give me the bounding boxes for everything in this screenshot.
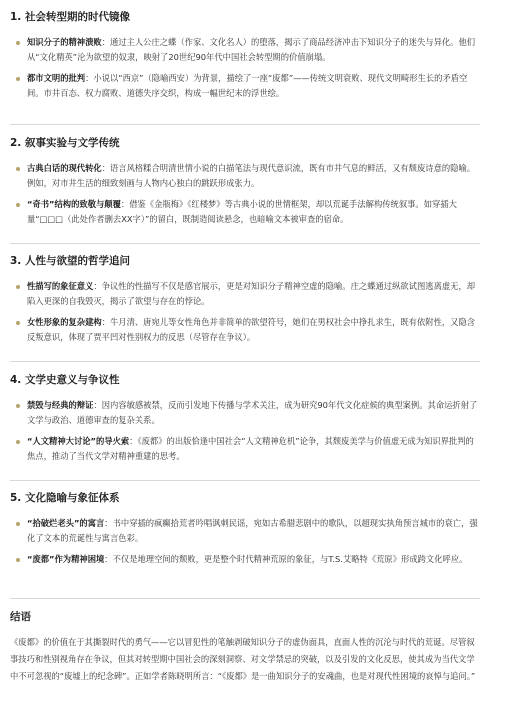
bullet-list — [10, 161, 480, 227]
bullet-icon — [16, 203, 20, 207]
item-title: 女性形象的复杂建构 — [27, 317, 102, 327]
conclusion-title: 结语 — [10, 611, 31, 623]
item-text: ：通过主人公庄之蝶（作家、文化名人）的堕落，揭示了商品经济冲击下知识分子的迷失与异化。他们从“文化精英”沦为欲望的奴隶，映射了20世纪90年代中国社会转型期的价值崩塌。 — [27, 37, 476, 62]
list-item — [10, 552, 480, 567]
section-divider — [10, 598, 480, 599]
conclusion-text: 《废都》的价值在于其撕裂时代的勇气——它以冒犯性的笔触剥破知识分子的虚伪面具，直面人性的沉沦与时代的荒诞。尽管叙事技巧和性别视角存在争议，但其对转型期中国社会的深刻洞察、对文学禁忌的突破，以及引发的文化反思，使其成为当代文学中不可忽视的“废墟上的纪念碑”。正如学者陈晓明所言：“《废都》是一曲知识分子的安魂曲，也是对现代性困境的哀悼与追问。” — [10, 637, 476, 681]
item-title: 禁毁与经典的辩证 — [27, 400, 94, 410]
item-title: “废都”作为精神困境 — [27, 554, 105, 564]
bullet-icon — [16, 285, 20, 289]
item-title: 知识分子的精神溃败 — [27, 37, 102, 47]
list-item — [10, 398, 480, 428]
item-title: “奇书”结构的致敬与颠覆 — [27, 199, 121, 209]
bullet-icon — [16, 440, 20, 444]
bullet-icon — [16, 558, 20, 562]
section-title: 4. 文学史意义与争议性 — [10, 374, 120, 386]
item-title: “拾破烂老头”的寓言 — [27, 518, 105, 528]
item-text: ：不仅是地理空间的颓败，更是整个时代精神荒原的象征，与T.S.艾略特《荒原》形成跨文化呼应。 — [104, 554, 468, 564]
item-text: ：因内容敏感被禁，反而引发地下传播与学术关注，成为研究90年代文化症候的典型案例。其命运折射了文学与政治、道德审查的复杂关系。 — [27, 400, 478, 425]
section-title: 2. 叙事实验与文学传统 — [10, 137, 120, 149]
bullet-icon — [16, 404, 20, 408]
bullet-icon — [16, 77, 20, 81]
item-text: ：争议性的性描写不仅是感官展示，更是对知识分子精神空虚的隐喻。庄之蝶通过纵欲试图逃离虚无，却陷入更深的自我毁灭，揭示了欲望与存在的悖论。 — [27, 281, 476, 306]
section-cultural-metaphor — [10, 491, 480, 567]
list-item — [10, 35, 480, 65]
section-divider — [10, 124, 480, 125]
item-title: 古典白话的现代转化 — [27, 163, 102, 173]
section-divider — [10, 480, 480, 481]
list-item — [10, 279, 480, 309]
list-item — [10, 434, 480, 464]
item-title: 都市文明的批判 — [27, 73, 86, 83]
bullet-icon — [16, 167, 20, 171]
item-text: ：借鉴《金瓶梅》《红楼梦》等古典小说的世情框架，却以荒诞手法解构传统叙事。如穿插大量“□□□（此处作者删去XX字）”的留白，既制造阅读悬念，也暗喻文本被审查的宿命。 — [27, 199, 457, 224]
section-title: 3. 人性与欲望的哲学追问 — [10, 255, 130, 267]
section-conclusion — [10, 610, 480, 685]
item-text: ：《废都》的出版恰逢中国社会“人文精神危机”论争，其颓废美学与价值虚无成为知识界批判的焦点，推动了当代文学对精神重建的思考。 — [27, 436, 474, 461]
section-human-nature — [10, 254, 480, 345]
section-narrative-experiment — [10, 136, 480, 227]
section-literary-history — [10, 373, 480, 464]
section-title: 1. 社会转型期的时代镜像 — [10, 11, 130, 23]
list-item — [10, 71, 480, 101]
section-divider — [10, 361, 480, 362]
section-title: 5. 文化隐喻与象征体系 — [10, 492, 120, 504]
section-divider — [10, 243, 480, 244]
bullet-icon — [16, 522, 20, 526]
item-text: ：语言风格糅合明清世情小说的白描笔法与现代意识流，既有市井气息的鲜活，又有颓废诗意的隐喻。例如，对市井生活的细致刻画与人物内心独白的跳跃形成张力。 — [27, 163, 476, 188]
bullet-icon — [16, 41, 20, 45]
bullet-icon — [16, 321, 20, 325]
item-title: “人文精神大讨论”的导火索 — [27, 436, 130, 446]
list-item — [10, 197, 480, 227]
item-text: ：小说以“西京”（隐喻西安）为背景，描绘了一座“废都”——传统文明衰败、现代文明畸形生长的矛盾空间。市井百态、权力腐败、道德失序交织，构成一幅世纪末的浮世绘。 — [27, 73, 468, 98]
item-text: ：书中穿插的疯癫拾荒者吟唱讽刺民谣，宛如古希腊悲剧中的歌队，以超现实执角预言城市的衰亡，强化了文本的荒诞性与寓言色彩。 — [27, 518, 478, 543]
list-item — [10, 161, 480, 191]
bullet-list — [10, 35, 480, 101]
section-social-transition — [10, 10, 480, 101]
item-title: 性描写的象征意义 — [27, 281, 94, 291]
list-item — [10, 315, 480, 345]
bullet-list — [10, 279, 480, 345]
bullet-list — [10, 398, 480, 464]
item-text: ：牛月清、唐宛儿等女性角色并非简单的欲望符号，她们在男权社会中挣扎求生，既有依附性，又隐含反叛意识，体现了贾平凹对性别权力的反思（尽管存在争议）。 — [27, 317, 476, 342]
list-item — [10, 516, 480, 546]
bullet-list — [10, 516, 480, 567]
